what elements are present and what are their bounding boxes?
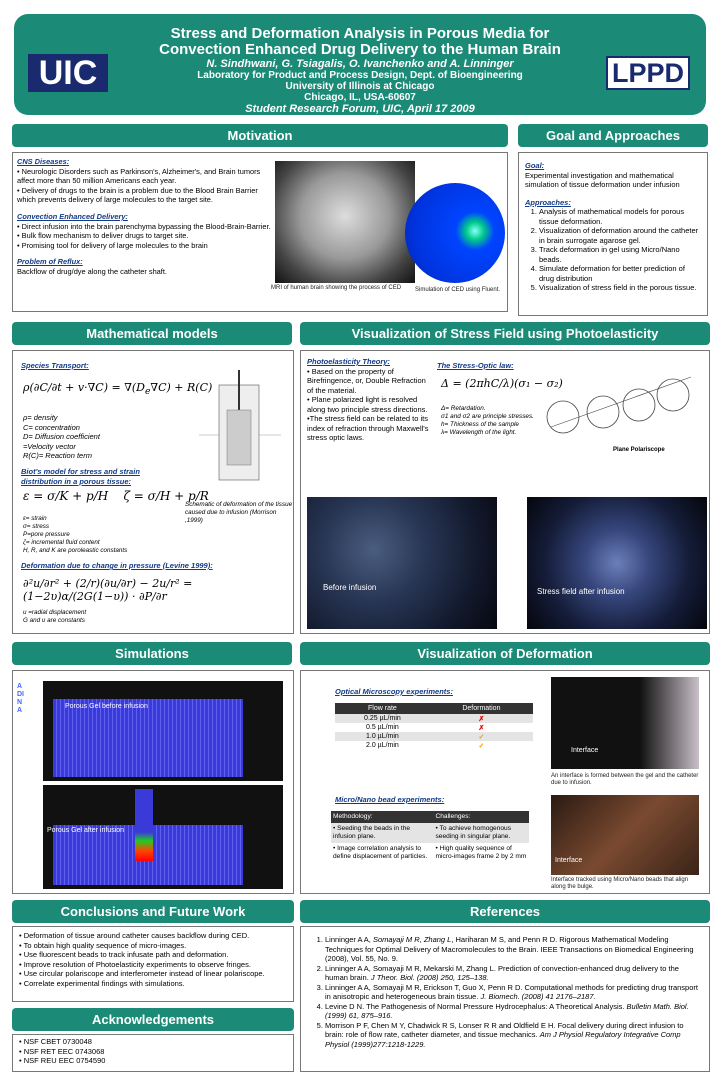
interface-label: Interface bbox=[555, 857, 583, 864]
ced-point-3: • Promising tool for delivery of large molecules to the brain bbox=[17, 240, 208, 250]
motivation-heading: Motivation bbox=[12, 124, 508, 147]
reference-item: 4. Levine D N. The Pathogenesis of Normal Pressure Hydrocephalus: A Theoretical Analysis. Bulletin Math. Biol.(1999) 61, 875–916. bbox=[325, 1002, 699, 1021]
goal-label: Goal: bbox=[525, 161, 545, 170]
ced-point-2: • Bulk flow mechanism to deliver drugs to target site. bbox=[17, 231, 189, 241]
sim-before-label: Porous Gel before infusion bbox=[65, 703, 148, 710]
interface-label: Interface bbox=[571, 747, 599, 754]
lab-name: Laboratory for Product and Process Design, Dept. of Bioengineering bbox=[197, 70, 523, 81]
methodology-cell: • Seeding the beads in the infusion plane. bbox=[333, 825, 411, 840]
sim-mesh-before bbox=[53, 699, 243, 777]
approach-item: 2. Visualization of deformation around the catheter in brain surrogate agarose gel. bbox=[539, 226, 701, 245]
polariscope-caption: Plane Polariscope bbox=[613, 447, 665, 453]
motivation-text bbox=[17, 157, 275, 277]
sim-catheter-stress bbox=[135, 789, 153, 861]
biot-equation: ε = σ/K + p/H ζ = σ/H + p/R bbox=[23, 489, 209, 503]
def-displacement: u =radial displacement bbox=[23, 609, 87, 616]
def-r: R(C)= Reaction term bbox=[23, 451, 92, 460]
cross-icon: ✗ bbox=[478, 715, 485, 723]
check-icon: ✓ bbox=[478, 742, 485, 750]
conclusions-heading: Conclusions and Future Work bbox=[12, 900, 294, 923]
microscopy-image bbox=[551, 677, 699, 769]
def-fluid: ζ= incremental fluid content bbox=[23, 539, 100, 546]
def-stress: σ= stress bbox=[23, 523, 50, 530]
lppd-logo: LPPD bbox=[606, 56, 690, 90]
theory-point-1: • Based on the property of Birefringence, or, Double Refraction of the material. bbox=[307, 366, 426, 395]
conclusions-box bbox=[12, 926, 294, 1002]
approach-item: 1. Analysis of mathematical models for porous tissue deformation. bbox=[539, 207, 701, 226]
th-methodology: Methodology: bbox=[333, 813, 373, 820]
check-icon: ✓ bbox=[478, 733, 485, 741]
theory-point-3: •The stress field can be related to its index of refraction through Maxwell's stress optic laws. bbox=[307, 414, 429, 442]
species-definitions bbox=[23, 413, 100, 461]
ack-item: • NSF CBET 0730048 bbox=[19, 1037, 92, 1046]
photo-heading: Visualization of Stress Field using Photoelasticity bbox=[300, 322, 710, 345]
ced-heading: Convection Enhanced Delivery: bbox=[17, 211, 128, 221]
schematic-diagram bbox=[189, 365, 289, 495]
after-infusion-image bbox=[527, 497, 707, 629]
def-d: D= Diffusion coefficient bbox=[23, 432, 100, 441]
approach-item: 5. Visualization of stress field in the porous tissue. bbox=[539, 283, 701, 293]
species-heading: Species Transport: bbox=[21, 361, 89, 370]
deform-box bbox=[300, 670, 710, 894]
microscopy-caption: An interface is formed between the gel and the catheter due to infusion. bbox=[551, 773, 699, 787]
flow-cell: 0.5 µL/min bbox=[366, 724, 399, 731]
levine-equation: ∂²u/∂r² + (2/r)(∂u/∂r) − 2u/r² = (1−2υ)α/(2G(1−υ)) · ∂P/∂r bbox=[23, 577, 193, 603]
reference-item: 5. Morrison P F, Chen M Y, Chadwick R S, Lonser R R and Oldfield E H. Focal delivery during direct infusion to brain: role of flow rate, catheter diameter, and tissue mechanics. Am J Physiol Regulatory Integrative Comp Physiol (1999)277:1218-1229. bbox=[325, 1021, 699, 1050]
adina-logo: ADINA bbox=[17, 683, 24, 714]
conclusion-item: • Deformation of tissue around catheter causes backflow during CED. bbox=[19, 931, 250, 940]
photo-box bbox=[300, 350, 710, 634]
theory-heading: Photoelasticity Theory: bbox=[307, 357, 390, 366]
reference-item: 1. Linninger A A, Somayaji M R, Zhang L, Hariharan M S, and Penn R D. Rigorous Mathematical Modeling Techniques for Optimal Delivery of Macromolecules to the Brain. IEEE Transactions on Biomedical Engineering (2008), Vol. 55, No. 9. bbox=[325, 935, 699, 964]
def-strain: ε= strain bbox=[23, 515, 47, 522]
law-heading: The Stress-Optic law: bbox=[437, 361, 514, 370]
uic-logo: UIC bbox=[28, 54, 108, 92]
deform-heading: Visualization of Deformation bbox=[300, 642, 710, 665]
math-heading: Mathematical models bbox=[12, 322, 292, 345]
conclusion-item: • To obtain high quality sequence of micro-images. bbox=[19, 940, 187, 950]
def-pressure: P=pore pressure bbox=[23, 531, 70, 538]
def-principal: σ1 and σ2 are principle stresses. bbox=[441, 413, 534, 420]
reflux-text: Backflow of drug/dye along the catheter shaft. bbox=[17, 266, 167, 276]
sim-before-image bbox=[43, 681, 283, 781]
math-box bbox=[12, 350, 294, 634]
bead-table bbox=[331, 811, 529, 863]
goal-heading: Goal and Approaches bbox=[518, 124, 708, 147]
def-v: =Velocity vector bbox=[23, 441, 76, 451]
sim-heading: Simulations bbox=[12, 642, 292, 665]
mri-caption: MRI of human brain showing the process of CED bbox=[271, 285, 402, 291]
goal-text: Experimental investigation and mathematical simulation of tissue deformation under infusion bbox=[525, 170, 680, 189]
micro-heading: Micro/Nano bead experiments: bbox=[335, 795, 445, 804]
theory-text bbox=[307, 357, 433, 443]
def-wavelength: λ= Wavelength of the light. bbox=[441, 429, 517, 436]
references-heading: References bbox=[300, 900, 710, 923]
flow-rate-table bbox=[335, 703, 533, 750]
authors: N. Sindhwani, G. Tsiagalis, O. Ivanchenko and A. Linninger bbox=[206, 58, 514, 70]
species-equation: $\rho(\partial C/\partial t + v\cdot\nabla C) = \nabla(D_e\nabla C) + R(C)$ bbox=[23, 381, 213, 398]
ced-point-1: • Direct infusion into the brain parenchyma bypassing the Blood-Brain-Barrier. bbox=[17, 221, 271, 231]
simulation-caption: Simulation of CED using Fluent. bbox=[415, 287, 501, 293]
bead-image bbox=[551, 795, 699, 875]
optical-heading: Optical Microscopy experiments: bbox=[335, 687, 453, 696]
sim-box bbox=[12, 670, 294, 894]
levine-definitions bbox=[23, 609, 86, 625]
before-infusion-image bbox=[307, 497, 497, 629]
def-rho: ρ= density bbox=[23, 413, 58, 422]
approach-item: 3. Track deformation in gel using Micro/Nano beads. bbox=[539, 245, 701, 264]
schematic-caption: Schematic of deformation of the tissue caused due to infusion (Morrison ,1999) bbox=[185, 501, 293, 524]
after-infusion-label: Stress field after infusion bbox=[537, 587, 625, 596]
city: Chicago, IL, USA-60607 bbox=[304, 92, 416, 103]
def-g: G and υ are constants bbox=[23, 617, 85, 624]
references-box bbox=[300, 926, 710, 1072]
ack-heading: Acknowledgements bbox=[12, 1008, 294, 1031]
ack-item: • NSF RET EEC 0743068 bbox=[19, 1046, 105, 1056]
references-list bbox=[311, 935, 699, 1049]
polariscope-diagram bbox=[541, 357, 707, 453]
motivation-box bbox=[12, 152, 508, 312]
th-deformation: Deformation bbox=[462, 705, 501, 712]
law-equation: Δ = (2πhC/λ)(σ₁ − σ₂) bbox=[441, 377, 563, 390]
sim-after-image bbox=[43, 785, 283, 889]
conclusion-item: • Improve resolution of Photoelasticity experiments to observe fringes. bbox=[19, 959, 251, 969]
bead-caption: Interface tracked using Micro/Nano beads that align along the bulge. bbox=[551, 877, 689, 891]
poster-title-line2: Convection Enhanced Drug Delivery to the Human Brain bbox=[159, 41, 561, 58]
ack-item: • NSF REU EEC 0754590 bbox=[19, 1056, 106, 1065]
th-flow-rate: Flow rate bbox=[368, 705, 397, 712]
challenge-cell: • High quality sequence of micro-images frame 2 by 2 mm bbox=[435, 845, 527, 860]
reflux-heading: Problem of Reflux: bbox=[17, 257, 83, 267]
university: University of Illinois at Chicago bbox=[285, 81, 435, 92]
biot-heading: Biot's model for stress and strain distribution in a porous tissue: bbox=[21, 467, 140, 486]
ack-box bbox=[12, 1034, 294, 1072]
cns-heading: CNS Diseases: bbox=[17, 157, 70, 166]
approaches-list bbox=[525, 207, 701, 293]
mri-image bbox=[275, 161, 415, 283]
def-constants: H, R, and K are poroleastic constants bbox=[23, 547, 128, 554]
forum: Student Research Forum, UIC, April 17 2009 bbox=[245, 103, 475, 115]
reference-item: 3. Linninger A A, Somayaji M R, Erickson T, Guo X, Penn R D. Computational methods for predicting drug transport in anisotropic and heterogeneous brain tissue. J. Biomech. (2008) 41 2176–2187. bbox=[325, 983, 699, 1002]
before-infusion-label: Before infusion bbox=[323, 583, 377, 592]
poster-header bbox=[14, 14, 706, 115]
cns-point-1: • Neurologic Disorders such as Parkinson's, Alzheimer's, and Brain tumors affect more than 50 million Americans each year. bbox=[17, 166, 261, 186]
theory-point-2: • Plane polarized light is resolved along two principle stress directions. bbox=[307, 395, 428, 414]
cns-point-2: • Delivery of drugs to the brain is a problem due to the Blood Brain Barrier which prevents delivery of large molecules to the target site. bbox=[17, 185, 258, 205]
reference-item: 2. Linninger A A, Somayaji M R, Mekarski M, Zhang L. Prediction of convection-enhanced drug delivery to the human brain. J Theor. Biol. (2008) 250, 125–138. bbox=[325, 964, 699, 983]
biot-definitions bbox=[23, 515, 127, 555]
sim-after-label: Porous Gel after infusion bbox=[47, 827, 125, 834]
goal-box bbox=[518, 152, 708, 316]
th-challenges: Challenges: bbox=[435, 813, 471, 820]
def-thickness: h= Thickness of the sample bbox=[441, 421, 519, 428]
flow-cell: 2.0 µL/min bbox=[366, 742, 399, 749]
conclusion-item: • Use fluorescent beads to track infusate path and deformation. bbox=[19, 950, 229, 959]
def-c: C= concentration bbox=[23, 422, 80, 432]
def-retardation: Δ= Retardation. bbox=[441, 405, 486, 412]
approach-item: 4. Simulate deformation for better prediction of drug distribution bbox=[539, 264, 701, 283]
flow-cell: 0.25 µL/min bbox=[364, 715, 401, 722]
approaches-label: Approaches: bbox=[525, 197, 571, 207]
law-definitions bbox=[441, 405, 541, 437]
conclusion-item: • Use circular polariscope and interferometer instead of linear polariscope. bbox=[19, 969, 265, 978]
poster-title-line1: Stress and Deformation Analysis in Porous Media for bbox=[170, 25, 550, 42]
challenge-cell: • To achieve homogenous seeding in singular plane. bbox=[435, 825, 512, 840]
levine-heading: Deformation due to change in pressure (Levine 1999): bbox=[21, 561, 213, 570]
methodology-cell: • Image correlation analysis to define displacement of particles. bbox=[333, 845, 428, 860]
flow-cell: 1.0 µL/min bbox=[366, 733, 399, 740]
conclusion-item: • Correlate experimental findings with simulations. bbox=[19, 978, 185, 988]
cross-icon: ✗ bbox=[478, 724, 485, 732]
ced-simulation-image bbox=[405, 183, 505, 283]
